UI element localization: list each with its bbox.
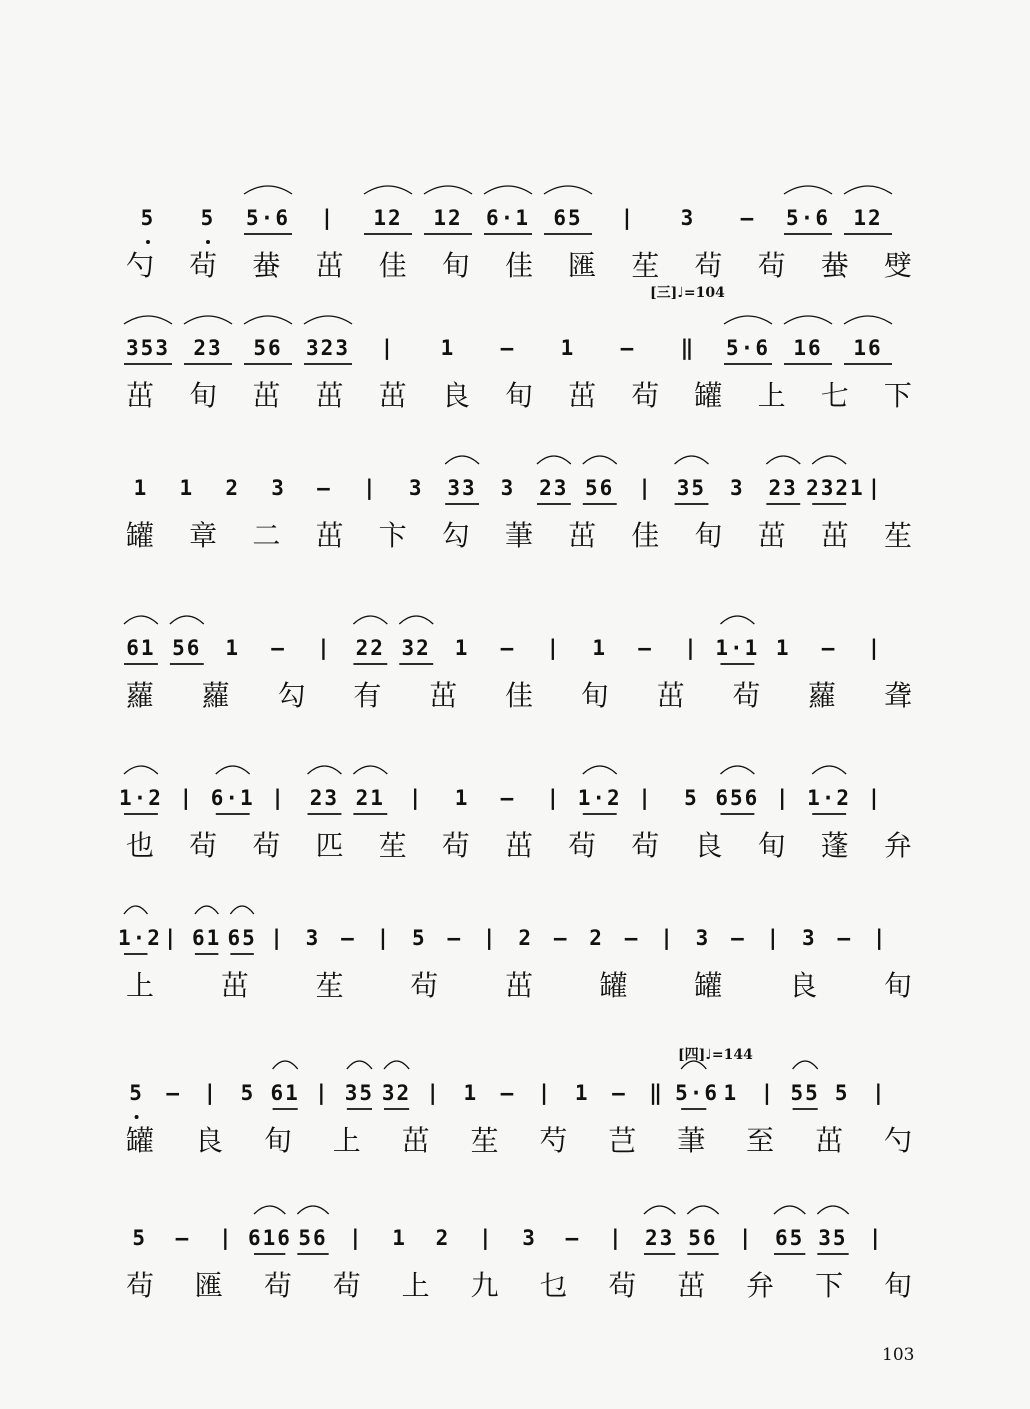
- gongche-character: 茁: [815, 1124, 848, 1157]
- gongche-character: 匹: [315, 829, 348, 862]
- barline: |: [317, 636, 332, 660]
- gongche-character: 下: [815, 1269, 848, 1302]
- note: 5: [240, 1081, 256, 1105]
- barline: |: [638, 476, 653, 500]
- note: 6·1: [210, 786, 255, 810]
- gongche-character: 茁: [656, 679, 689, 712]
- note: 5: [129, 1081, 144, 1105]
- slur-arc: [720, 616, 754, 624]
- dash-extension: –: [837, 926, 853, 950]
- note: 32: [381, 1081, 412, 1105]
- barline: |: [867, 476, 883, 500]
- gongche-character: 罐: [694, 969, 727, 1002]
- gongche-character: 茁: [820, 519, 853, 552]
- gongche-character: 䢃: [883, 249, 916, 282]
- gongche-character: 茍: [757, 249, 790, 282]
- gongche-character: 弁: [746, 1269, 779, 1302]
- gongche-character: 茁: [677, 1269, 710, 1302]
- slur-arc: [230, 906, 253, 914]
- gongche-character: 旬: [580, 679, 613, 712]
- barline: |: [546, 786, 562, 810]
- gongche-character: 卞: [378, 519, 411, 552]
- note: 56: [172, 636, 202, 660]
- gongche-character: 旬: [757, 829, 790, 862]
- barline: |: [760, 1081, 776, 1105]
- gongche-character: 蘿: [126, 679, 159, 712]
- note: 5: [684, 786, 699, 810]
- dash-extension: –: [317, 476, 332, 500]
- slur-arc: [297, 1206, 328, 1214]
- dash-extension: –: [447, 926, 463, 950]
- slur-arc: [353, 616, 387, 624]
- gongche-character: 下: [883, 379, 916, 412]
- gongche-character: 旬: [189, 379, 222, 412]
- note: 1: [592, 636, 608, 660]
- gongche-character: 茁: [315, 379, 348, 412]
- note: 2: [435, 1226, 451, 1250]
- dash-extension: –: [612, 1081, 627, 1105]
- slur-arc: [681, 1061, 706, 1069]
- gongche-character: 茁: [504, 969, 537, 1002]
- note: 3: [729, 476, 745, 500]
- barline: |: [638, 786, 653, 810]
- slur-arc: [675, 456, 709, 464]
- gongche-character: 旬: [694, 519, 727, 552]
- gongche-character: 罐: [126, 519, 159, 552]
- slur-arc: [399, 616, 433, 624]
- barline: |: [738, 1226, 754, 1250]
- slur-arc: [347, 1061, 372, 1069]
- gongche-character: 匯: [568, 249, 601, 282]
- barline: |: [271, 786, 286, 810]
- note: 23: [309, 786, 340, 810]
- note: 5·6: [246, 206, 290, 230]
- slur-arc: [424, 186, 472, 194]
- note: 23: [644, 1226, 675, 1250]
- note: 55: [790, 1081, 820, 1105]
- gongche-character: 二: [252, 519, 285, 552]
- barline: |: [872, 926, 888, 950]
- slur-arc: [844, 186, 892, 194]
- note: 1: [560, 336, 576, 360]
- barline: |: [537, 1081, 553, 1105]
- note: 1: [454, 636, 470, 660]
- dash-extension: –: [624, 926, 640, 950]
- gongche-character: 苼: [470, 1124, 503, 1157]
- barline: |: [868, 1226, 884, 1250]
- page-number: 103: [882, 1345, 915, 1365]
- gongche-character: 罐: [694, 379, 727, 412]
- barline: |: [608, 1226, 624, 1250]
- slur-arc: [124, 616, 158, 624]
- gongche-character: 旬: [441, 249, 474, 282]
- slur-arc: [273, 1061, 298, 1069]
- gongche-character: 茁: [252, 379, 285, 412]
- gongche-character: 旬: [883, 969, 916, 1002]
- tempo-mark-section-4: [四]♩=144: [678, 1047, 753, 1063]
- barline: |: [408, 786, 424, 810]
- gongche-character: 勾: [441, 519, 474, 552]
- gongche-character: 茍: [332, 1269, 365, 1302]
- note: 56: [585, 476, 615, 500]
- gongche-character: 至: [746, 1124, 779, 1157]
- note: 56: [298, 1226, 328, 1250]
- gongche-character: 佳: [504, 679, 537, 712]
- barline: |: [660, 926, 675, 950]
- gongche-line: [126, 510, 916, 558]
- note: 1: [133, 476, 149, 500]
- gongche-character: 良: [441, 379, 474, 412]
- gongche-character: 茁: [315, 519, 348, 552]
- note: 3: [802, 926, 817, 950]
- gongche-character: 聋: [883, 679, 916, 712]
- gongche-character: 蛬: [820, 249, 853, 282]
- gongche-character: 茟: [504, 519, 537, 552]
- gongche-character: 茍: [694, 249, 727, 282]
- gongche-character: 茍: [189, 829, 222, 862]
- gongche-character: 蛬: [252, 249, 285, 282]
- gongche-character: 蓬: [820, 829, 853, 862]
- note: 35: [344, 1081, 375, 1105]
- gongche-character: 佳: [504, 249, 537, 282]
- gongche-character: 上: [757, 379, 790, 412]
- dash-extension: –: [565, 1226, 581, 1250]
- gongche-character: 茁: [568, 379, 601, 412]
- gongche-character: 茍: [631, 379, 664, 412]
- note: 1: [463, 1081, 479, 1105]
- note: 5: [140, 206, 156, 230]
- slur-arc: [445, 456, 479, 464]
- barline: |: [426, 1081, 442, 1105]
- note: 5: [200, 206, 216, 230]
- gongche-line: [126, 370, 916, 418]
- note: 323: [306, 336, 350, 360]
- slur-arc: [537, 456, 571, 464]
- dash-extension: –: [821, 636, 837, 660]
- barline: ‖: [680, 336, 696, 360]
- note: 5·6: [786, 206, 830, 230]
- gongche-character: 佳: [378, 249, 411, 282]
- barline: |: [872, 1081, 887, 1105]
- note: 12: [853, 206, 883, 230]
- gongche-character: 勾: [277, 679, 310, 712]
- slur-arc: [793, 1061, 818, 1069]
- system-8: [118, 1190, 918, 1360]
- slur-arc: [687, 1206, 718, 1214]
- slur-arc: [124, 906, 147, 914]
- slur-arc: [583, 766, 617, 774]
- slur-arc: [170, 616, 204, 624]
- gongche-character: 佳: [631, 519, 664, 552]
- gongche-character: 茁: [429, 679, 462, 712]
- gongche-character: 良: [194, 1124, 227, 1157]
- note: 2321: [806, 476, 865, 500]
- gongche-character: 苼: [378, 829, 411, 862]
- barline: ‖: [649, 1081, 664, 1105]
- gongche-character: 苼: [315, 969, 348, 1002]
- gongche-character: 乜: [539, 1269, 572, 1302]
- gongche-character: 茁: [378, 379, 411, 412]
- note: 1: [392, 1226, 407, 1250]
- gongche-character: 茍: [568, 829, 601, 862]
- slur-arc: [784, 186, 832, 194]
- gongche-character: 蘿: [808, 679, 841, 712]
- gongche-character: 弁: [883, 829, 916, 862]
- note: 1: [179, 476, 195, 500]
- note: 2: [518, 926, 534, 950]
- slur-arc: [484, 186, 532, 194]
- slur-arc: [216, 766, 250, 774]
- note: 23: [768, 476, 798, 500]
- gongche-character: 茟: [677, 1124, 710, 1157]
- gongche-character: 上: [401, 1269, 434, 1302]
- barline: |: [376, 926, 392, 950]
- slur-arc: [124, 766, 158, 774]
- gongche-character: 茍: [732, 679, 765, 712]
- gongche-character: 旬: [263, 1124, 296, 1157]
- barline: |: [179, 786, 195, 810]
- gongche-character: 章: [189, 519, 222, 552]
- dash-extension: –: [500, 336, 516, 360]
- note: 1: [440, 336, 456, 360]
- note: 5: [412, 926, 427, 950]
- gongche-character: 茁: [757, 519, 790, 552]
- gongche-character: 勺: [883, 1124, 916, 1157]
- system-4: [118, 600, 918, 770]
- gongche-character: 芑: [608, 1124, 641, 1157]
- barline: |: [348, 1226, 364, 1250]
- note: 1: [574, 1081, 590, 1105]
- gongche-line: [126, 1115, 916, 1163]
- gongche-character: 茁: [126, 379, 159, 412]
- barline: |: [478, 1226, 494, 1250]
- dash-extension: –: [166, 1081, 182, 1105]
- slur-arc: [244, 186, 292, 194]
- note: 3: [305, 926, 321, 950]
- barline: |: [380, 336, 396, 360]
- slur-arc: [124, 316, 172, 324]
- gongche-line: [126, 670, 916, 718]
- gongche-character: 茁: [315, 249, 348, 282]
- note: 2: [225, 476, 241, 500]
- note: 616: [247, 1226, 292, 1250]
- note: 65: [774, 1226, 805, 1250]
- dash-extension: –: [553, 926, 569, 950]
- note: 22: [355, 636, 385, 660]
- gongche-character: 旬: [504, 379, 537, 412]
- note: 1: [225, 636, 241, 660]
- gongche-character: 旬: [883, 1269, 916, 1302]
- gongche-character: 芍: [539, 1124, 572, 1157]
- gongche-character: 七: [820, 379, 853, 412]
- system-3: [118, 440, 918, 610]
- note: 3: [271, 476, 286, 500]
- note: 3: [695, 926, 711, 950]
- gongche-line: [126, 1260, 916, 1308]
- slur-arc: [254, 1206, 285, 1214]
- note: 1: [723, 1081, 739, 1105]
- gongche-character: 良: [694, 829, 727, 862]
- gongche-character: 茁: [220, 969, 253, 1002]
- note: 65: [553, 206, 583, 230]
- note: 16: [853, 336, 883, 360]
- barline: |: [546, 636, 562, 660]
- gongche-character: 茁: [401, 1124, 434, 1157]
- dash-extension: –: [740, 206, 756, 230]
- dash-extension: –: [500, 786, 516, 810]
- gongche-character: 茍: [608, 1269, 641, 1302]
- gongche-line: [126, 820, 916, 868]
- note: 61: [126, 636, 156, 660]
- note: 1·1: [715, 636, 760, 660]
- gongche-character: 良: [789, 969, 822, 1002]
- note: 16: [793, 336, 823, 360]
- note: 32: [401, 636, 431, 660]
- gongche-character: 也: [126, 829, 159, 862]
- slur-arc: [812, 766, 846, 774]
- barline: |: [270, 926, 285, 950]
- gongche-character: 九: [470, 1269, 503, 1302]
- gongche-character: 茍: [189, 249, 222, 282]
- note: 3: [500, 476, 516, 500]
- gongche-character: 茍: [410, 969, 443, 1002]
- barline: |: [775, 786, 791, 810]
- slur-arc: [812, 456, 846, 464]
- barline: |: [218, 1226, 234, 1250]
- note: 21: [355, 786, 385, 810]
- slur-arc: [583, 456, 617, 464]
- note: 1: [775, 636, 791, 660]
- barline: |: [163, 926, 179, 950]
- note: 5·6: [675, 1081, 720, 1105]
- note: 56: [253, 336, 283, 360]
- gongche-character: 茍: [441, 829, 474, 862]
- note: 2: [589, 926, 604, 950]
- note: 1·2: [118, 786, 163, 810]
- barline: |: [203, 1081, 219, 1105]
- slur-arc: [308, 766, 342, 774]
- note: 1·2: [807, 786, 852, 810]
- note: 61: [270, 1081, 300, 1105]
- dash-extension: –: [731, 926, 746, 950]
- note: 33: [447, 476, 477, 500]
- slur-arc: [184, 316, 232, 324]
- note: 5: [132, 1226, 147, 1250]
- note: 1·2: [118, 926, 162, 950]
- gongche-line: [126, 960, 916, 1008]
- note: 35: [676, 476, 707, 500]
- note: 3: [408, 476, 424, 500]
- slur-arc: [817, 1206, 848, 1214]
- barline: |: [867, 636, 883, 660]
- gongche-character: 茍: [126, 1269, 159, 1302]
- note: 56: [688, 1226, 718, 1250]
- gongche-character: 勺: [126, 249, 159, 282]
- dash-extension: –: [175, 1226, 191, 1250]
- slur-arc: [384, 1061, 409, 1069]
- slur-arc: [774, 1206, 805, 1214]
- gongche-character: 茁: [568, 519, 601, 552]
- dash-extension: –: [341, 926, 356, 950]
- dash-extension: –: [638, 636, 653, 660]
- note: 5·6: [726, 336, 770, 360]
- system-6: [118, 890, 918, 1060]
- note: 6·1: [486, 206, 530, 230]
- barline: |: [320, 206, 336, 230]
- barline: |: [362, 476, 378, 500]
- slur-arc: [844, 316, 892, 324]
- gongche-character: 上: [332, 1124, 365, 1157]
- barline: |: [620, 206, 636, 230]
- dash-extension: –: [500, 1081, 516, 1105]
- note: 23: [193, 336, 223, 360]
- gongche-character: 苼: [631, 249, 664, 282]
- dash-extension: –: [620, 336, 636, 360]
- note: 1: [454, 786, 470, 810]
- barline: |: [314, 1081, 330, 1105]
- note: 3: [522, 1226, 537, 1250]
- slur-arc: [784, 316, 832, 324]
- note: 3: [680, 206, 696, 230]
- gongche-character: 茍: [631, 829, 664, 862]
- barline: |: [684, 636, 699, 660]
- gongche-line: [126, 240, 916, 288]
- gongche-character: 苼: [883, 519, 916, 552]
- gongche-character: 上: [126, 969, 159, 1002]
- gongche-character: 茍: [263, 1269, 296, 1302]
- gongche-character: 茁: [504, 829, 537, 862]
- note: 35: [818, 1226, 848, 1250]
- note: 656: [715, 786, 760, 810]
- dash-extension: –: [500, 636, 516, 660]
- dash-extension: –: [271, 636, 286, 660]
- slur-arc: [644, 1206, 675, 1214]
- gongche-character: 匯: [194, 1269, 227, 1302]
- slur-arc: [244, 316, 292, 324]
- slur-arc: [353, 766, 387, 774]
- note: 1·2: [577, 786, 622, 810]
- note: 61: [191, 926, 222, 950]
- slur-arc: [544, 186, 592, 194]
- note: 12: [373, 206, 403, 230]
- gongche-character: 罐: [599, 969, 632, 1002]
- slur-arc: [364, 186, 412, 194]
- barline: |: [766, 926, 782, 950]
- tempo-mark-section-3: [三]♩=104: [650, 285, 725, 301]
- gongche-character: 罐: [126, 1124, 159, 1157]
- gongche-character: 有: [353, 679, 386, 712]
- slur-arc: [304, 316, 352, 324]
- slur-arc: [195, 906, 218, 914]
- note: 5: [834, 1081, 850, 1105]
- note: 353: [126, 336, 170, 360]
- slur-arc: [766, 456, 800, 464]
- barline: |: [867, 786, 883, 810]
- barline: |: [482, 926, 498, 950]
- note: 12: [433, 206, 463, 230]
- gongche-character: 茍: [252, 829, 285, 862]
- slur-arc: [724, 316, 772, 324]
- slur-arc: [720, 766, 754, 774]
- gongche-character: 蘿: [201, 679, 234, 712]
- note: 23: [539, 476, 569, 500]
- note: 65: [227, 926, 257, 950]
